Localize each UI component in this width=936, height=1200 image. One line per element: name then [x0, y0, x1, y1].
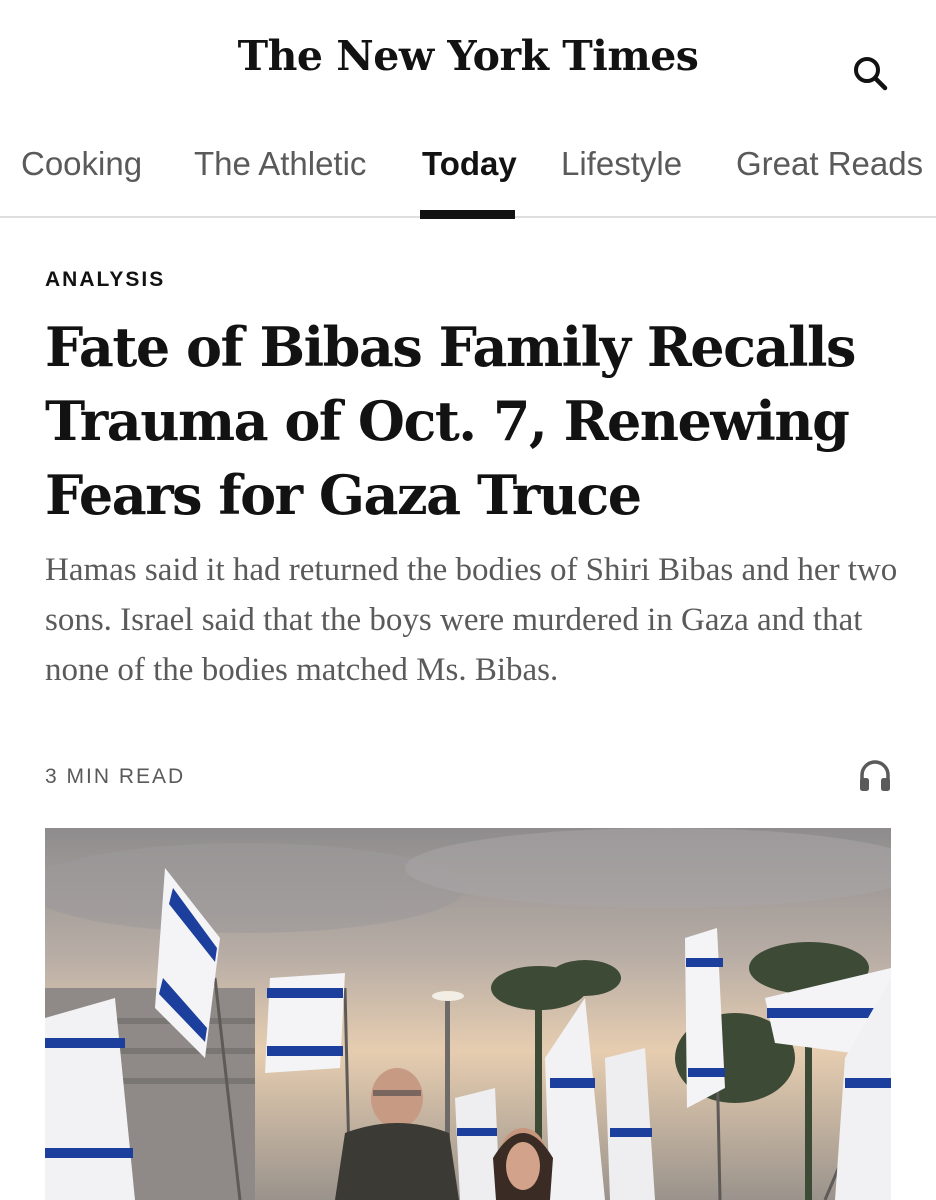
article-kicker: ANALYSIS: [45, 268, 166, 291]
tab-today[interactable]: Today: [422, 145, 517, 182]
hero-image[interactable]: [45, 828, 891, 1200]
listen-button[interactable]: [856, 756, 894, 794]
site-logo[interactable]: The New York Times: [237, 32, 699, 80]
article-headline[interactable]: Fate of Bibas Family Recalls Trauma of Oct. 7, Renewing Fears for Gaza Truce: [45, 315, 855, 527]
section-nav: [0, 130, 936, 218]
headphones-icon: [856, 756, 894, 794]
article-summary: Hamas said it had returned the bodies of Shiri Bibas and her two sons. Israel said that the boys were murdered in Gaza and that none of the bodies matched Ms. Bibas.: [45, 552, 898, 688]
hero-photo: [45, 828, 891, 1200]
search-icon: [850, 53, 890, 93]
masthead: [0, 0, 936, 130]
search-button[interactable]: [847, 50, 893, 96]
tab-great-reads[interactable]: Great Reads: [736, 145, 924, 182]
tab-the-athletic[interactable]: The Athletic: [194, 145, 367, 182]
tab-cooking[interactable]: Cooking: [21, 145, 143, 182]
tab-lifestyle[interactable]: Lifestyle: [561, 145, 683, 182]
active-tab-indicator: [420, 210, 515, 219]
read-time: 3 MIN READ: [45, 765, 186, 788]
